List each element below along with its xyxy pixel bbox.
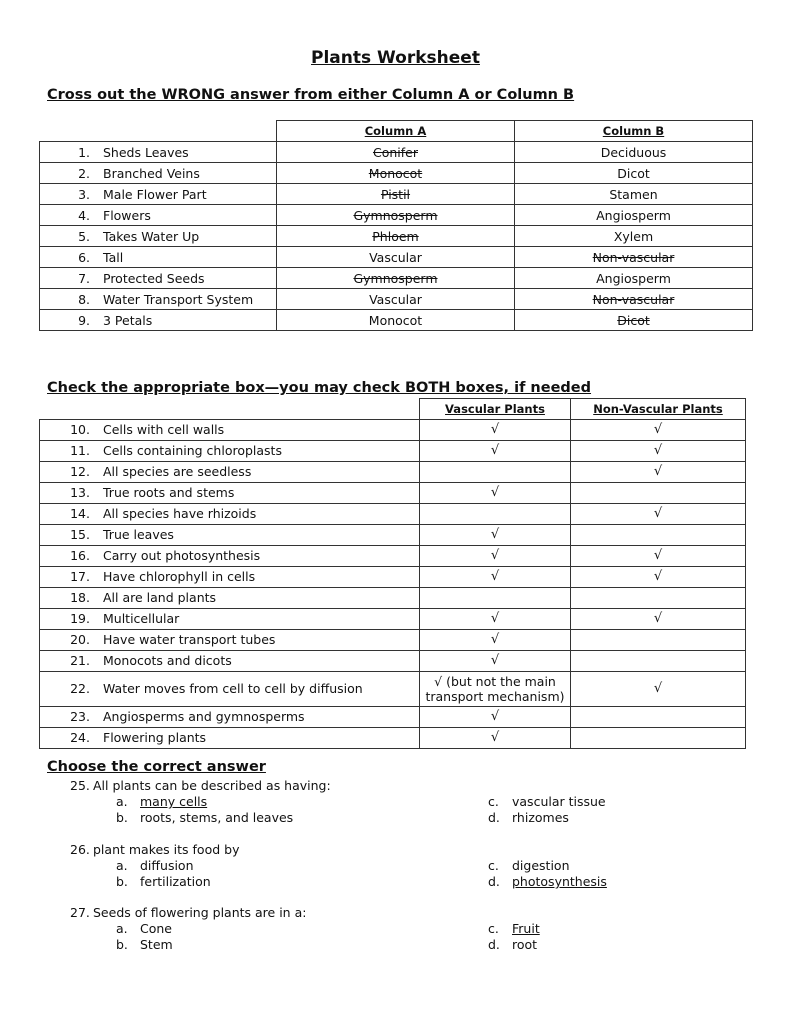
section2-heading: Check the appropriate box—you may check BOTH boxes, if needed [47,380,592,396]
vascular-checkbox[interactable]: √ [420,727,571,748]
option-letter: b. [116,810,128,825]
column-a-answer[interactable]: Conifer [277,142,515,163]
row-label-cell [40,727,420,748]
non-vascular-checkbox[interactable] [571,629,746,650]
table-row [40,461,746,482]
non-vascular-checkbox[interactable] [571,727,746,748]
table-row [40,727,746,748]
row-label-cell [40,503,420,524]
non-vascular-checkbox[interactable] [571,482,746,503]
table-row [40,706,746,727]
question-number: 26. [70,842,90,857]
row-label-cell [40,461,420,482]
row-number: 18. [70,590,90,605]
row-label: True roots and stems [103,485,235,500]
option-letter: c. [488,921,499,936]
column-b-answer[interactable]: Angiosperm [515,205,753,226]
row-label: Water moves from cell to cell by diffusion [103,681,363,696]
row-label: Monocots and dicots [103,653,232,668]
column-b-answer[interactable]: Stamen [515,184,753,205]
row-label: All species have rhizoids [103,506,257,521]
non-vascular-checkbox[interactable]: √ [571,545,746,566]
row-number: 16. [70,548,90,563]
option-rhizomes[interactable]: rhizomes [512,810,569,825]
vascular-checkbox[interactable]: √ [420,545,571,566]
column-a-answer[interactable]: Phloem [277,226,515,247]
row-label-cell [40,142,277,163]
non-vascular-checkbox[interactable]: √ [571,566,746,587]
column-b-answer[interactable]: Non-vascular [515,247,753,268]
table-row [40,503,746,524]
column-ab-table [39,120,753,331]
vascular-checkbox[interactable]: √ [420,482,571,503]
row-label-cell [40,566,420,587]
vascular-checkbox[interactable] [420,461,571,482]
column-a-answer[interactable]: Gymnosperm [277,205,515,226]
row-number: 3. [78,186,90,202]
row-number: 1. [78,144,90,160]
table-row [40,289,753,310]
non-vascular-checkbox[interactable]: √ [571,608,746,629]
table-row [40,419,746,440]
table-row [40,247,753,268]
table-row [40,226,753,247]
non-vascular-checkbox[interactable] [571,524,746,545]
column-b-header: Column B [515,121,753,142]
column-b-answer[interactable]: Dicot [515,310,753,331]
vascular-checkbox-table [39,398,746,749]
row-label-cell [40,289,277,310]
column-a-answer[interactable]: Vascular [277,247,515,268]
row-label-cell [40,608,420,629]
vascular-checkbox[interactable]: √ [420,608,571,629]
row-label: Flowering plants [103,730,207,745]
column-a-answer[interactable]: Gymnosperm [277,268,515,289]
column-a-answer[interactable]: Monocot [277,310,515,331]
option-letter: a. [116,858,128,873]
table-row [40,163,753,184]
non-vascular-checkbox[interactable]: √ [571,503,746,524]
option-roots-stems-and-leaves[interactable]: roots, stems, and leaves [140,810,294,825]
option-letter: d. [488,810,500,825]
option-letter: c. [488,794,499,809]
vascular-header: Vascular Plants [420,399,571,420]
row-number: 12. [70,464,90,479]
row-label-cell [40,671,420,706]
row-label: Takes Water Up [103,228,200,244]
row-label: All species are seedless [103,464,252,479]
row-number: 10. [70,422,90,437]
row-label: Protected Seeds [103,270,205,286]
table-row [40,608,746,629]
non-vascular-checkbox[interactable]: √ [571,671,746,706]
vascular-checkbox[interactable] [420,503,571,524]
vascular-checkbox[interactable] [420,587,571,608]
option-letter: d. [488,937,500,952]
row-label-cell [40,587,420,608]
option-letter: a. [116,921,128,936]
non-vascular-checkbox[interactable]: √ [571,461,746,482]
row-number: 20. [70,632,90,647]
row-label-cell [40,310,277,331]
column-a-answer[interactable]: Pistil [277,184,515,205]
row-number: 23. [70,709,90,724]
row-label: Branched Veins [103,165,200,181]
row-label-cell [40,419,420,440]
column-a-answer[interactable]: Vascular [277,289,515,310]
column-b-answer[interactable]: Deciduous [515,142,753,163]
non-vascular-checkbox[interactable] [571,650,746,671]
row-number: 5. [78,228,90,244]
row-label-cell [40,205,277,226]
option-fruit[interactable]: Fruit [512,921,540,936]
row-label: Angiosperms and gymnosperms [103,709,305,724]
column-a-answer[interactable]: Monocot [277,163,515,184]
table-row [40,440,746,461]
row-label: 3 Petals [103,312,153,328]
row-number: 17. [70,569,90,584]
row-label: Tall [103,249,124,265]
row-label: Cells with cell walls [103,422,225,437]
option-letter: d. [488,874,500,889]
table-row [40,545,746,566]
row-number: 13. [70,485,90,500]
page-title: Plants Worksheet [311,48,480,68]
row-label: Sheds Leaves [103,144,189,160]
row-label-cell [40,629,420,650]
row-label: Male Flower Part [103,186,207,202]
row-label: Have chlorophyll in cells [103,569,256,584]
table-row [40,310,753,331]
vascular-checkbox[interactable]: √ [420,524,571,545]
row-label-cell [40,706,420,727]
non-vascular-checkbox[interactable] [571,587,746,608]
row-number: 24. [70,730,90,745]
row-number: 7. [78,270,90,286]
option-root[interactable]: root [512,937,538,952]
row-number: 21. [70,653,90,668]
row-label: Cells containing chloroplasts [103,443,282,458]
vascular-checkbox[interactable]: √ [420,629,571,650]
question-number: 27. [70,905,90,920]
option-letter: b. [116,874,128,889]
column-b-answer[interactable]: Angiosperm [515,268,753,289]
section1-heading: Cross out the WRONG answer from either Column A or Column B [47,87,575,103]
vascular-checkbox[interactable]: √ [420,650,571,671]
row-number: 11. [70,443,90,458]
column-b-answer[interactable]: Dicot [515,163,753,184]
row-label: Carry out photosynthesis [103,548,261,563]
row-label-cell [40,650,420,671]
row-number: 6. [78,249,90,265]
table-row [40,650,746,671]
vascular-checkbox[interactable]: √ [420,419,571,440]
row-label-cell [40,163,277,184]
row-label-cell [40,482,420,503]
row-label-cell [40,524,420,545]
option-diffusion[interactable]: diffusion [140,858,194,873]
row-number: 8. [78,291,90,307]
table-row [40,482,746,503]
option-letter: a. [116,794,128,809]
question-text: Seeds of flowering plants are in a: [93,905,307,920]
row-label-cell [40,440,420,461]
table-row [40,671,746,706]
row-label: True leaves [103,527,174,542]
option-letter: b. [116,937,128,952]
blank-corner [40,399,420,420]
row-label: All are land plants [103,590,217,605]
row-number: 4. [78,207,90,223]
option-digestion[interactable]: digestion [512,858,570,873]
vascular-checkbox[interactable]: √ (but not the main transport mechanism) [420,671,571,706]
row-number: 22. [70,681,90,696]
column-b-answer[interactable]: Xylem [515,226,753,247]
section3-heading: Choose the correct answer [47,759,266,775]
row-label-cell [40,545,420,566]
column-b-answer[interactable]: Non-vascular [515,289,753,310]
row-number: 9. [78,312,90,328]
option-letter: c. [488,858,499,873]
row-label: Flowers [103,207,151,223]
table-row [40,268,753,289]
table-row [40,524,746,545]
row-label: Multicellular [103,611,180,626]
table-row [40,184,753,205]
row-number: 15. [70,527,90,542]
row-number: 2. [78,165,90,181]
row-number: 14. [70,506,90,521]
question-text: plant makes its food by [93,842,240,857]
vascular-checkbox[interactable]: √ [420,440,571,461]
row-label: Have water transport tubes [103,632,276,647]
option-photosynthesis[interactable]: photosynthesis [512,874,607,889]
table-row [40,205,753,226]
option-fertilization[interactable]: fertilization [140,874,211,889]
row-label-cell [40,226,277,247]
row-label: Water Transport System [103,291,254,307]
row-label-cell [40,268,277,289]
question-text: All plants can be described as having: [93,778,331,793]
blank-corner [40,121,277,142]
table-row [40,587,746,608]
row-label-cell [40,247,277,268]
question-number: 25. [70,778,90,793]
option-vascular-tissue[interactable]: vascular tissue [512,794,606,809]
row-number: 19. [70,611,90,626]
table-row [40,629,746,650]
column-a-header: Column A [277,121,515,142]
non-vascular-checkbox[interactable]: √ [571,419,746,440]
non-vascular-checkbox[interactable] [571,706,746,727]
non-vascular-header: Non-Vascular Plants [571,399,746,420]
option-many-cells[interactable]: many cells [140,794,208,809]
vascular-checkbox[interactable]: √ [420,566,571,587]
vascular-checkbox[interactable]: √ [420,706,571,727]
row-label-cell [40,184,277,205]
table-row [40,566,746,587]
non-vascular-checkbox[interactable]: √ [571,440,746,461]
option-cone[interactable]: Cone [140,921,172,936]
table-row [40,142,753,163]
option-stem[interactable]: Stem [140,937,173,952]
